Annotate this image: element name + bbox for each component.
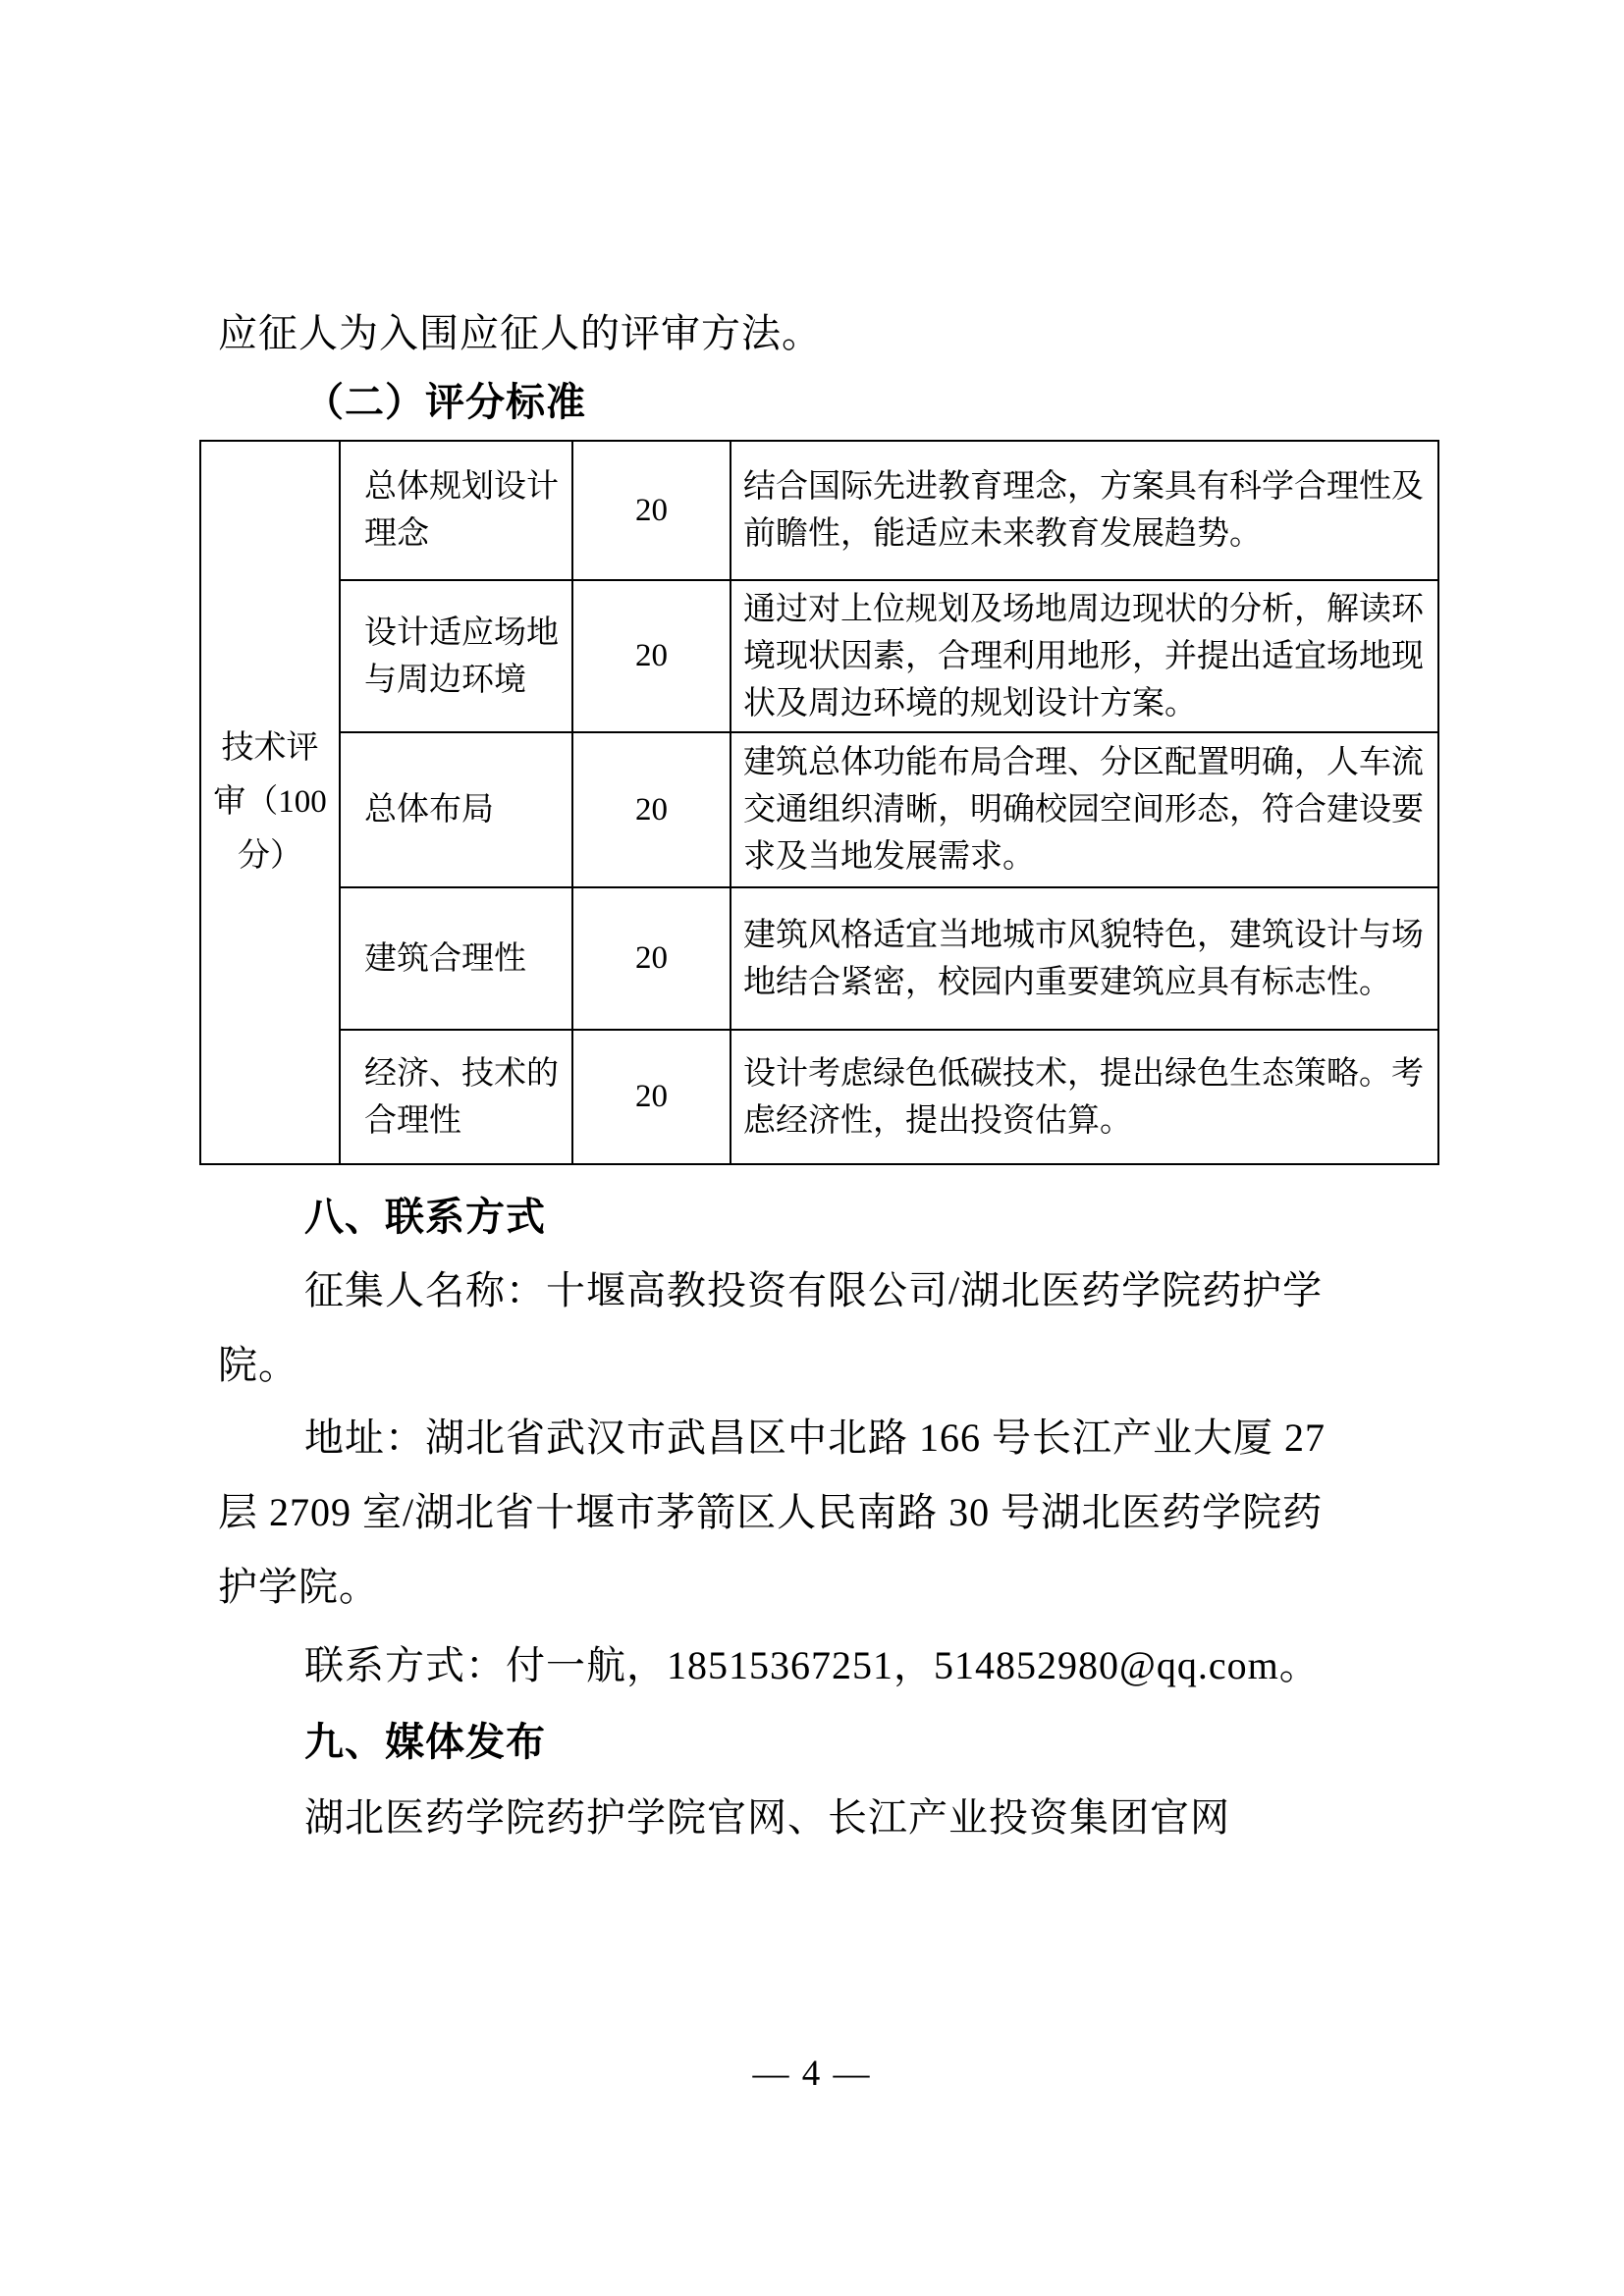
score-cell-row1: 20 bbox=[572, 441, 731, 580]
score-cell-row4: 20 bbox=[572, 887, 731, 1030]
criterion-cell-row3: 总体布局 bbox=[340, 732, 572, 887]
score-cell-row3: 20 bbox=[572, 732, 731, 887]
media-section-content: 湖北医药学院药护学院官网、长江产业投资集团官网 bbox=[304, 1795, 1230, 1840]
address-line-1: 地址：湖北省武汉市武昌区中北路 166 号长江产业大厦 27 bbox=[304, 1415, 1326, 1460]
criterion-cell-row4: 建筑合理性 bbox=[340, 887, 572, 1030]
table-row bbox=[200, 1030, 1438, 1164]
recipient-name-line-1: 征集人名称：十堰高教投资有限公司/湖北医药学院药护学 bbox=[304, 1268, 1324, 1312]
table-row bbox=[200, 580, 1438, 732]
recipient-name-line-2: 院。 bbox=[218, 1343, 298, 1387]
contact-section-heading: 八、联系方式 bbox=[304, 1196, 546, 1239]
scoring-criteria-heading: （二）评分标准 bbox=[304, 380, 586, 424]
table-row bbox=[200, 441, 1438, 580]
description-cell-row3: 建筑总体功能布局合理、分区配置明确，人车流交通组织清晰，明确校园空间形态，符合建设要求及当地发展需求。 bbox=[731, 732, 1438, 887]
score-cell-row2: 20 bbox=[572, 580, 731, 732]
category-cell: 技术评审（100分） bbox=[200, 441, 340, 1164]
media-section-heading: 九、媒体发布 bbox=[304, 1721, 546, 1764]
description-cell-row4: 建筑风格适宜当地城市风貌特色，建筑设计与场地结合紧密，校园内重要建筑应具有标志性。 bbox=[731, 887, 1438, 1030]
table-row bbox=[200, 887, 1438, 1030]
scoring-criteria-table bbox=[199, 440, 1439, 1165]
description-cell-row5: 设计考虑绿色低碳技术，提出绿色生态策略。考虑经济性，提出投资估算。 bbox=[731, 1030, 1438, 1164]
description-cell-row2: 通过对上位规划及场地周边现状的分析，解读环境现状因素，合理利用地形，并提出适宜场地现状及周边环境的规划设计方案。 bbox=[731, 580, 1438, 732]
description-cell-row1: 结合国际先进教育理念，方案具有科学合理性及前瞻性，能适应未来教育发展趋势。 bbox=[731, 441, 1438, 580]
page-number: — 4 — bbox=[752, 2054, 872, 2094]
contact-info-line: 联系方式：付一航，18515367251，514852980@qq.com。 bbox=[304, 1643, 1320, 1687]
table-row bbox=[200, 732, 1438, 887]
intro-continuation-text: 应征人为入围应征人的评审方法。 bbox=[218, 311, 822, 355]
criterion-cell-row2: 设计适应场地与周边环境 bbox=[340, 580, 572, 732]
criterion-cell-row1: 总体规划设计理念 bbox=[340, 441, 572, 580]
address-line-2: 层 2709 室/湖北省十堰市茅箭区人民南路 30 号湖北医药学院药 bbox=[218, 1490, 1324, 1534]
criterion-cell-row5: 经济、技术的合理性 bbox=[340, 1030, 572, 1164]
address-line-3: 护学院。 bbox=[218, 1565, 379, 1609]
score-cell-row5: 20 bbox=[572, 1030, 731, 1164]
